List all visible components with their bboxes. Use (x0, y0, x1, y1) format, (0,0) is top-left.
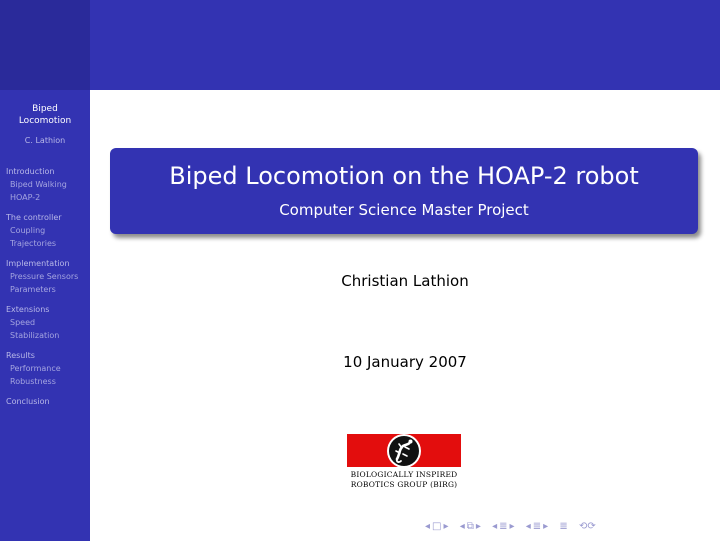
sidebar-author[interactable]: C. Lathion (24, 136, 66, 145)
nav-prev-section-icon[interactable]: ◂ (492, 521, 498, 532)
beamer-navigation (425, 521, 598, 535)
toc-sub-pressure-sensors[interactable]: Pressure Sensors (10, 272, 79, 281)
nav-next-subsection-icon[interactable]: ▸ (475, 521, 481, 532)
nav-next-section-icon[interactable]: ▸ (509, 521, 515, 532)
logo-text-line2: ROBOTICS GROUP (BIRG) (350, 480, 458, 489)
nav-subsection-icon[interactable]: ⧉ (466, 521, 474, 532)
nav-next-frame-icon[interactable]: ▸ (443, 521, 449, 532)
title-block (110, 148, 698, 234)
toc-sub-hoap2[interactable]: HOAP-2 (10, 193, 41, 202)
header-band (0, 0, 720, 90)
nav-section-icon[interactable]: ≣ (499, 521, 508, 532)
slide-date: 10 January 2007 (343, 353, 467, 371)
birg-logo (347, 434, 461, 496)
sidebar-corner (0, 0, 90, 90)
nav-part-icon[interactable]: ≣ (532, 521, 542, 532)
nav-prev-part-icon[interactable]: ◂ (525, 521, 531, 532)
slide-subtitle: Computer Science Master Project (279, 201, 529, 219)
toc-section-conclusion[interactable]: Conclusion (6, 397, 50, 406)
table-of-contents (6, 165, 90, 408)
toc-sub-speed[interactable]: Speed (10, 318, 36, 327)
toc-sub-robustness[interactable]: Robustness (10, 377, 56, 386)
toc-section-introduction[interactable]: Introduction (6, 167, 55, 176)
nav-search-icon[interactable]: ⟲⟳ (578, 521, 596, 532)
sidebar-title[interactable] (0, 103, 90, 127)
toc-section-results[interactable]: Results (6, 351, 35, 360)
toc-sub-biped-walking[interactable]: Biped Walking (10, 180, 67, 189)
salamander-icon (387, 434, 421, 468)
toc-sub-trajectories[interactable]: Trajectories (10, 239, 57, 248)
nav-next-part-icon[interactable]: ▸ (543, 521, 549, 532)
nav-prev-frame-icon[interactable]: ◂ (425, 521, 431, 532)
logo-text (347, 470, 461, 490)
sidebar-title-line2: Locomotion (18, 116, 72, 126)
toc-section-controller[interactable]: The controller (6, 213, 62, 222)
nav-prev-subsection-icon[interactable]: ◂ (459, 521, 465, 532)
logo-text-line1: BIOLOGICALLY INSPIRED (350, 470, 458, 479)
slide-author: Christian Lathion (341, 272, 469, 290)
slide-title: Biped Locomotion on the HOAP-2 robot (169, 162, 639, 190)
sidebar (0, 0, 90, 541)
nav-outline-icon[interactable]: ≣ (559, 521, 568, 532)
toc-sub-parameters[interactable]: Parameters (10, 285, 56, 294)
toc-section-implementation[interactable]: Implementation (6, 259, 70, 268)
sidebar-title-line1: Biped (32, 104, 58, 114)
toc-section-extensions[interactable]: Extensions (6, 305, 50, 314)
toc-sub-stabilization[interactable]: Stabilization (10, 331, 60, 340)
nav-frame-icon[interactable]: □ (432, 521, 442, 532)
toc-sub-coupling[interactable]: Coupling (10, 226, 46, 235)
toc-sub-performance[interactable]: Performance (10, 364, 61, 373)
